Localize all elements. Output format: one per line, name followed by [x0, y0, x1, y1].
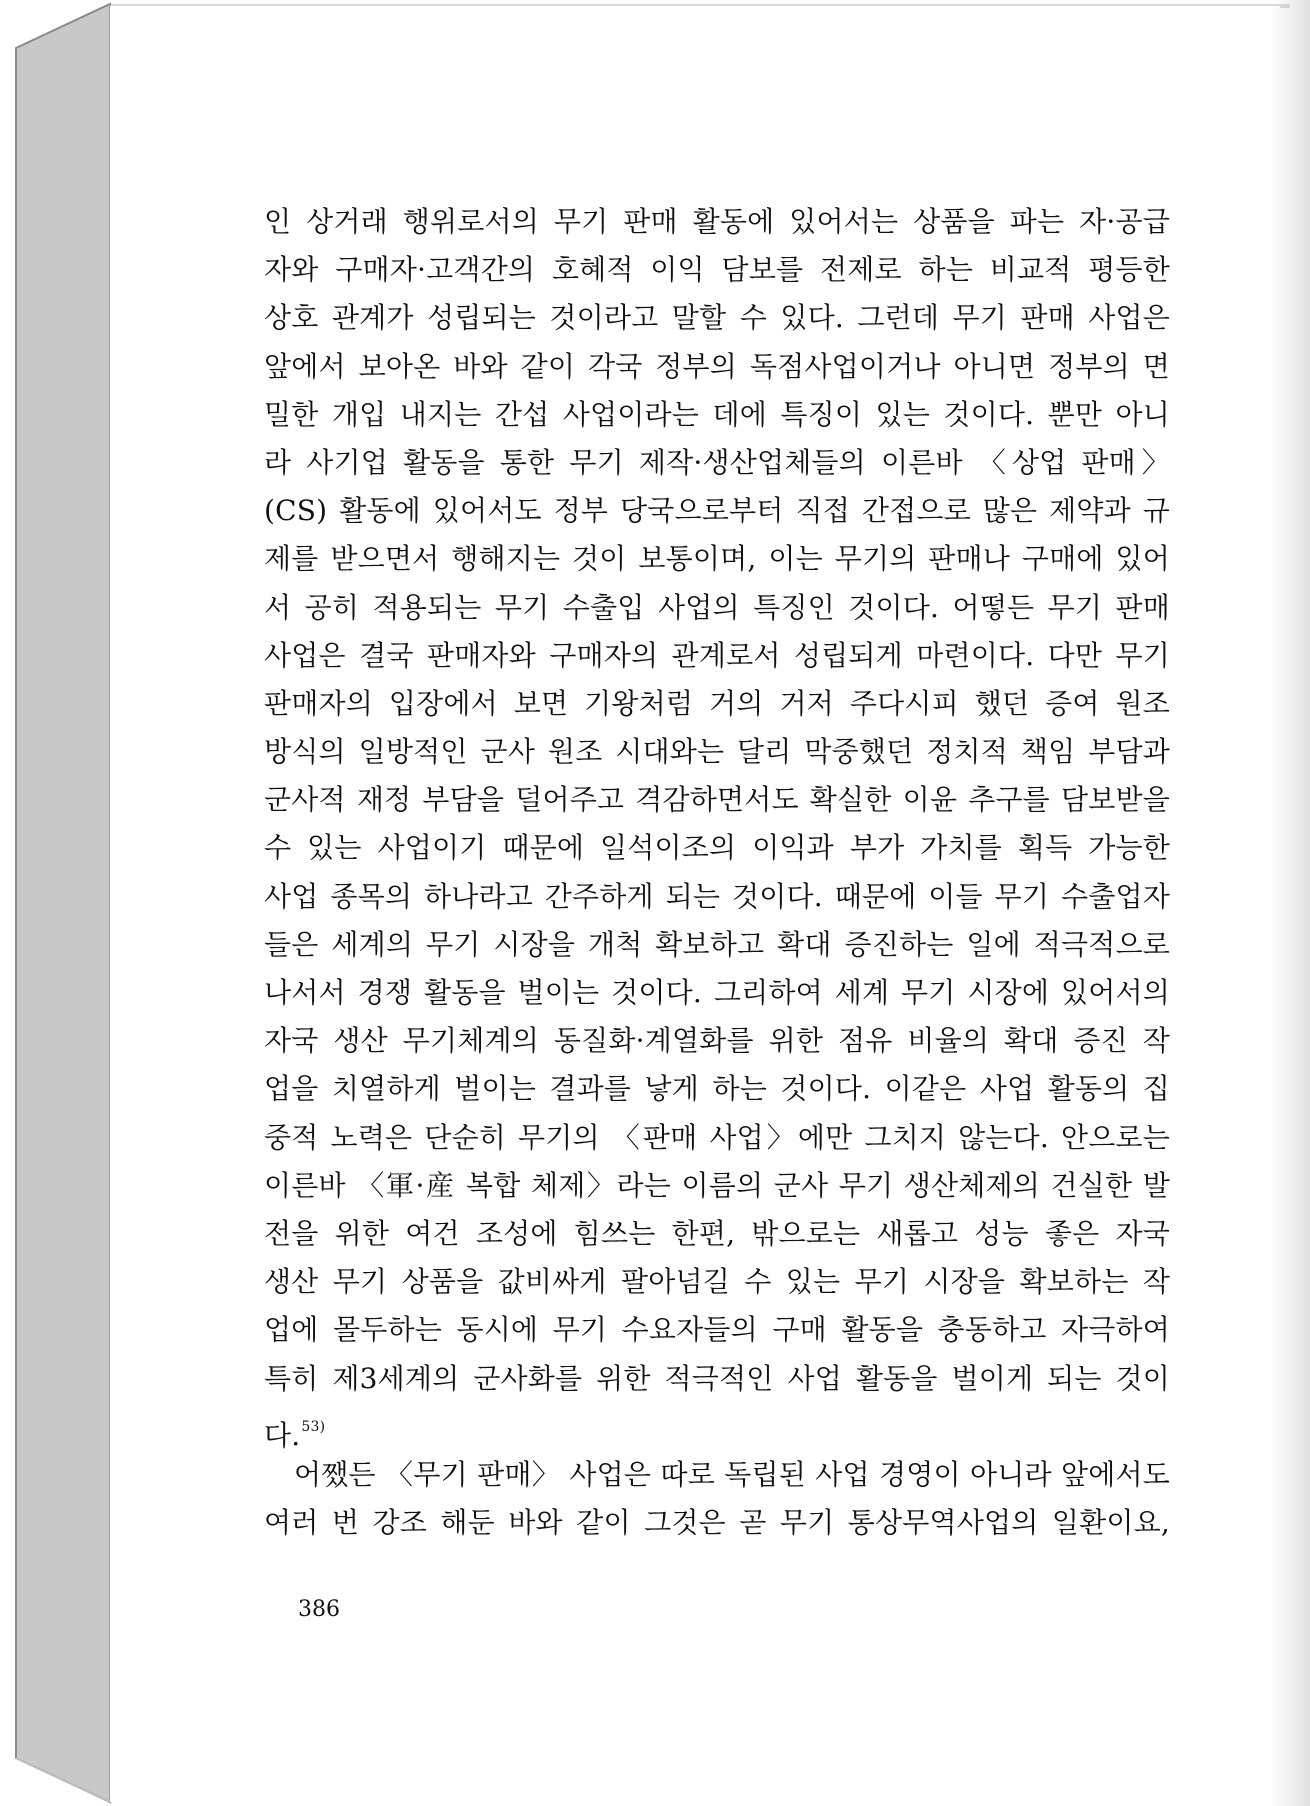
book-spine [16, 4, 110, 1802]
text-line: 이른바 〈軍·産 복합 체제〉라는 이름의 군사 무기 생산체제의 건실한 발 [264, 1168, 1170, 1202]
text-line: 군사적 재정 부담을 덜어주고 격감하면서도 확실한 이윤 추구를 담보받을 [264, 783, 1170, 817]
text-line: 인 상거래 행위로서의 무기 판매 활동에 있어서는 상품을 파는 자·공급 [264, 205, 1170, 238]
text-line: 앞에서 보아온 바와 같이 각국 정부의 독점사업이거나 아니면 정부의 면 [264, 349, 1170, 383]
footnote-marker: 53) [301, 1418, 326, 1435]
text-line: 사업 종목의 하나라고 간주하게 되는 것이다. 때문에 이들 무기 수출업자 [264, 879, 1170, 913]
text-line: 업에 몰두하는 동시에 무기 수요자들의 구매 활동을 충동하고 자극하여 [264, 1313, 1170, 1347]
text-line: 상호 관계가 성립되는 것이라고 말할 수 있다. 그런데 무기 판매 사업은 [264, 301, 1170, 335]
text-line-end: 다. [264, 1418, 301, 1452]
text-line: 자와 구매자·고객간의 호혜적 이익 담보를 전제로 하는 비교적 평등한 [264, 253, 1170, 287]
text-line: 전을 위한 여건 조성에 힘쓰는 한편, 밖으로는 새롭고 성능 좋은 자국 [264, 1216, 1170, 1250]
text-line: 방식의 일방적인 군사 원조 시대와는 달리 막중했던 정치적 책임 부담과 [264, 735, 1170, 769]
text-line: 라 사기업 활동을 통한 무기 제작·생산업체들의 이른바 〈상업 판매〉 [264, 445, 1170, 479]
text-line: 사업은 결국 판매자와 구매자의 관계로서 성립되게 마련이다. 다만 무기 [264, 638, 1170, 672]
text-line-last [264, 1403, 1170, 1451]
text-line: 특히 제3세계의 군사화를 위한 적극적인 사업 활동을 벌이게 되는 것이 [264, 1361, 1170, 1395]
text-line: (CS) 활동에 있어서도 정부 당국으로부터 직접 간접으로 많은 제약과 규 [264, 494, 1170, 528]
text-line: 어쨌든 〈무기 판매〉 사업은 따로 독립된 사업 경영이 아니라 앞에서도 [294, 1457, 1170, 1491]
text-line: 여러 번 강조 해둔 바와 같이 그것은 곧 무기 통상무역사업의 일환이요, [264, 1506, 1170, 1540]
paragraph-2 [264, 1451, 1170, 1547]
text-line: 밀한 개입 내지는 간섭 사업이라는 데에 특징이 있는 것이다. 뿐만 아니 [264, 397, 1170, 431]
text-line: 서 공히 적용되는 무기 수출입 사업의 특징인 것이다. 어떻든 무기 판매 [264, 590, 1170, 624]
text-line: 업을 치열하게 벌이는 결과를 낳게 하는 것이다. 이같은 사업 활동의 집 [264, 1072, 1170, 1106]
text-line: 자국 생산 무기체계의 동질화·계열화를 위한 점유 비율의 확대 증진 작 [264, 1024, 1170, 1058]
text-line: 수 있는 사업이기 때문에 일석이조의 이익과 부가 가치를 획득 가능한 [264, 831, 1170, 865]
text-line: 생산 무기 상품을 값비싸게 팔아넘길 수 있는 무기 시장을 확보하는 작 [264, 1265, 1170, 1299]
text-line: 중적 노력은 단순히 무기의 〈판매 사업〉에만 그치지 않는다. 안으로는 [264, 1120, 1170, 1154]
page-number: 386 [298, 1597, 340, 1622]
paragraph-1 [264, 198, 1170, 1451]
text-line: 들은 세계의 무기 시장을 개척 확보하고 확대 증진하는 일에 적극적으로 [264, 927, 1170, 961]
text-line: 제를 받으면서 행해지는 것이 보통이며, 이는 무기의 판매나 구매에 있어 [264, 542, 1170, 576]
page-text [264, 198, 1170, 1547]
text-line: 판매자의 입장에서 보면 기왕처럼 거의 거저 주다시피 했던 증여 원조 [264, 686, 1170, 720]
text-line: 나서서 경쟁 활동을 벌이는 것이다. 그리하여 세계 무기 시장에 있어서의 [264, 976, 1170, 1009]
page-edge-shadow [1270, 0, 1310, 1806]
